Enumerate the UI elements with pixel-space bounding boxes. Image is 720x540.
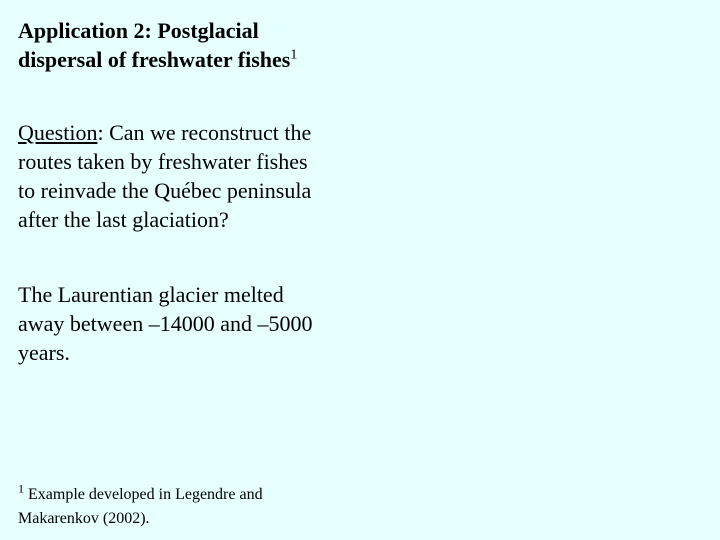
- slide-title: [18, 16, 318, 74]
- question-separator: :: [97, 120, 104, 145]
- footnote-marker: 1: [18, 481, 24, 496]
- question-label: Question: [18, 120, 98, 145]
- slide-title-text: Application 2: Postglacial dispersal of freshwater fishes: [18, 18, 291, 72]
- title-footnote-marker: 1: [290, 47, 298, 63]
- footnote-text: Example developed in Legendre and Makarenkov (2002).: [18, 486, 263, 527]
- question-paragraph: [18, 118, 318, 234]
- question-text: Can we reconstruct the routes taken by freshwater fishes to reinvade the Québec peninsula after the last glaciation?: [18, 120, 312, 232]
- glacier-paragraph: The Laurentian glacier melted away between –14000 and –5000 years.: [18, 282, 313, 365]
- footnote: [18, 483, 318, 531]
